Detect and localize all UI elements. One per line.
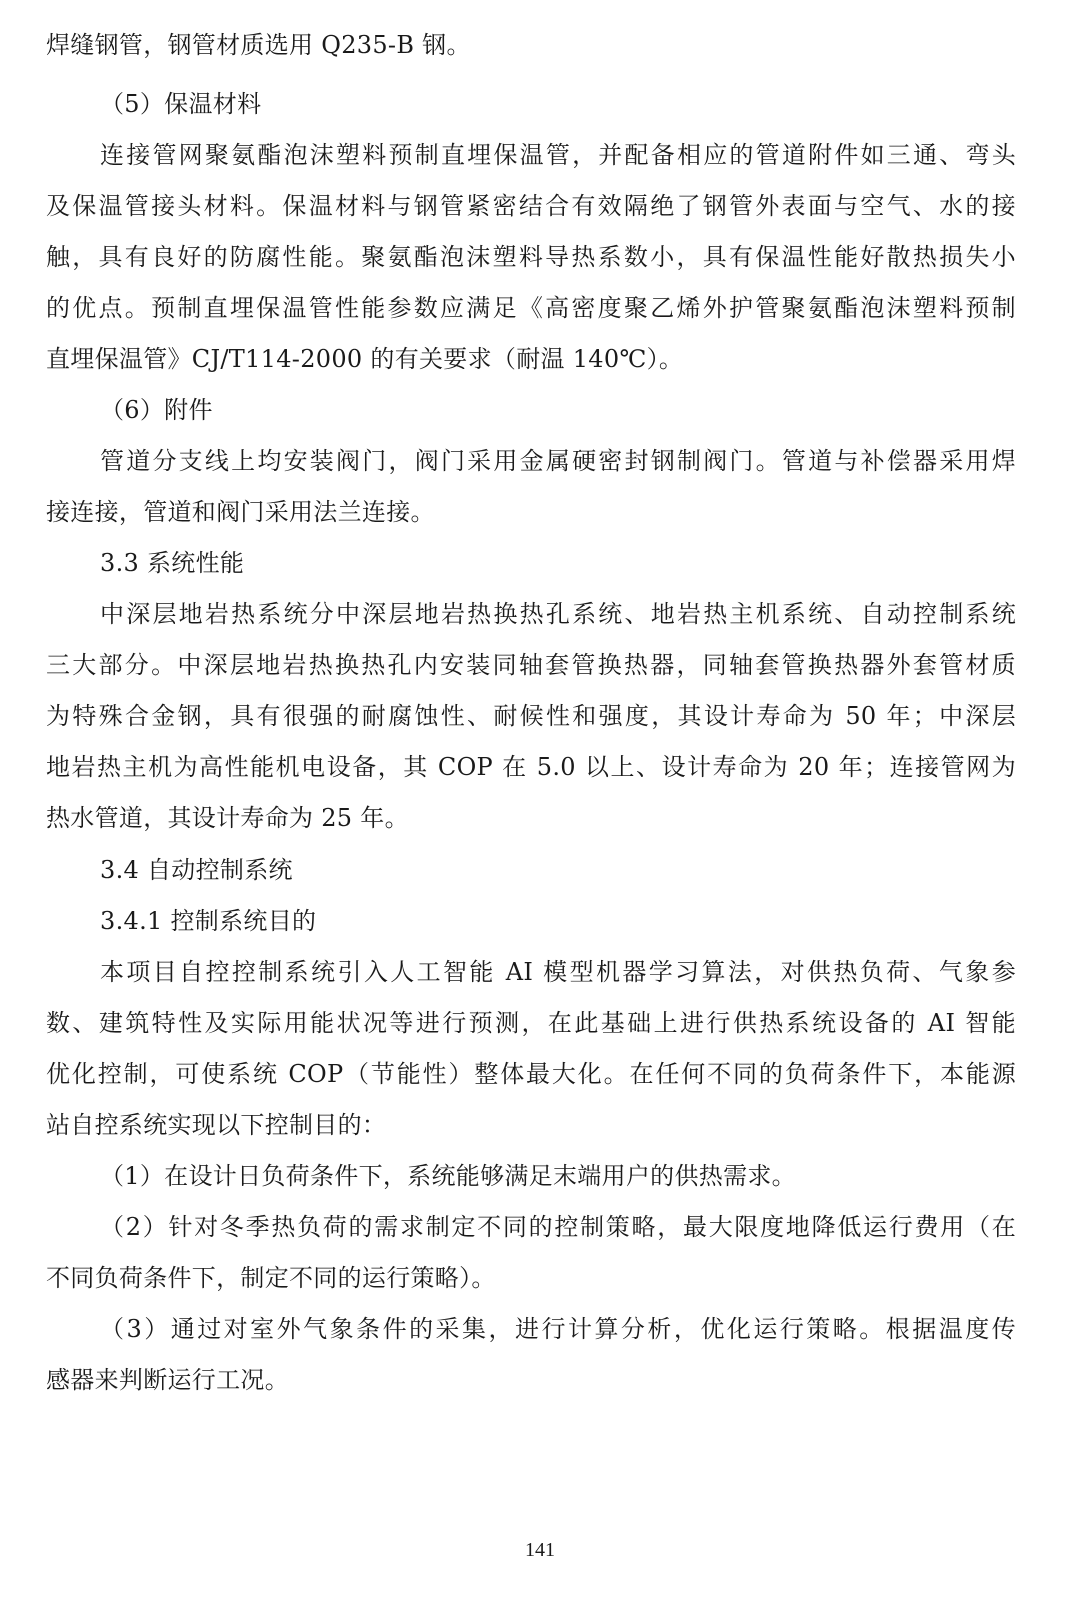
section-heading: （5）保温材料: [100, 90, 262, 118]
section-heading: 3.3 系统性能: [100, 549, 245, 577]
section-heading: 3.4 自动控制系统: [100, 856, 293, 884]
text-line: 连接管网聚氨酯泡沫塑料预制直埋保温管，并配备相应的管道附件如三通、弯头: [100, 141, 1016, 169]
section-heading: （6）附件: [100, 396, 213, 424]
list-item: （2）针对冬季热负荷的需求制定不同的控制策略，最大限度地降低运行费用（在: [100, 1213, 1016, 1241]
text-line: 数、建筑特性及实际用能状况等进行预测，在此基础上进行供热系统设备的 AI 智能: [46, 1009, 1016, 1037]
text-line: 不同负荷条件下，制定不同的运行策略）。: [46, 1264, 496, 1292]
list-item: （3）通过对室外气象条件的采集，进行计算分析，优化运行策略。根据温度传: [100, 1315, 1016, 1343]
text-line: 中深层地岩热系统分中深层地岩热换热孔系统、地岩热主机系统、自动控制系统: [100, 600, 1016, 628]
text-line: 的优点。预制直埋保温管性能参数应满足《高密度聚乙烯外护管聚氨酯泡沫塑料预制: [46, 294, 1016, 322]
text-line: 为特殊合金钢，具有很强的耐腐蚀性、耐候性和强度，其设计寿命为 50 年；中深层: [46, 702, 1016, 730]
list-item: （1）在设计日负荷条件下，系统能够满足末端用户的供热需求。: [100, 1162, 796, 1190]
text-line: 感器来判断运行工况。: [46, 1366, 289, 1394]
text-line: 优化控制，可使系统 COP（节能性）整体最大化。在任何不同的负荷条件下，本能源: [46, 1060, 1016, 1088]
text-line: 站自控系统实现以下控制目的：: [46, 1111, 387, 1139]
text-line: 地岩热主机为高性能机电设备，其 COP 在 5.0 以上、设计寿命为 20 年；连接管网为: [46, 753, 1016, 781]
text-line: 焊缝钢管，钢管材质选用 Q235-B 钢。: [46, 31, 471, 59]
text-line: 及保温管接头材料。保温材料与钢管紧密结合有效隔绝了钢管外表面与空气、水的接: [46, 192, 1016, 220]
text-line: 接连接，管道和阀门采用法兰连接。: [46, 498, 435, 526]
text-line: 本项目自控控制系统引入人工智能 AI 模型机器学习算法，对供热负荷、气象参: [100, 958, 1016, 986]
text-line: 管道分支线上均安装阀门，阀门采用金属硬密封钢制阀门。管道与补偿器采用焊: [100, 447, 1016, 475]
subsection-heading: 3.4.1 控制系统目的: [100, 907, 317, 935]
page-number: 141: [525, 1539, 555, 1561]
text-line: 直埋保温管》CJ/T114-2000 的有关要求（耐温 140℃）。: [46, 345, 684, 373]
text-line: 触，具有良好的防腐性能。聚氨酯泡沫塑料导热系数小，具有保温性能好散热损失小: [46, 243, 1016, 271]
text-line: 三大部分。中深层地岩热换热孔内安装同轴套管换热器，同轴套管换热器外套管材质: [46, 651, 1016, 679]
text-line: 热水管道，其设计寿命为 25 年。: [46, 804, 409, 832]
